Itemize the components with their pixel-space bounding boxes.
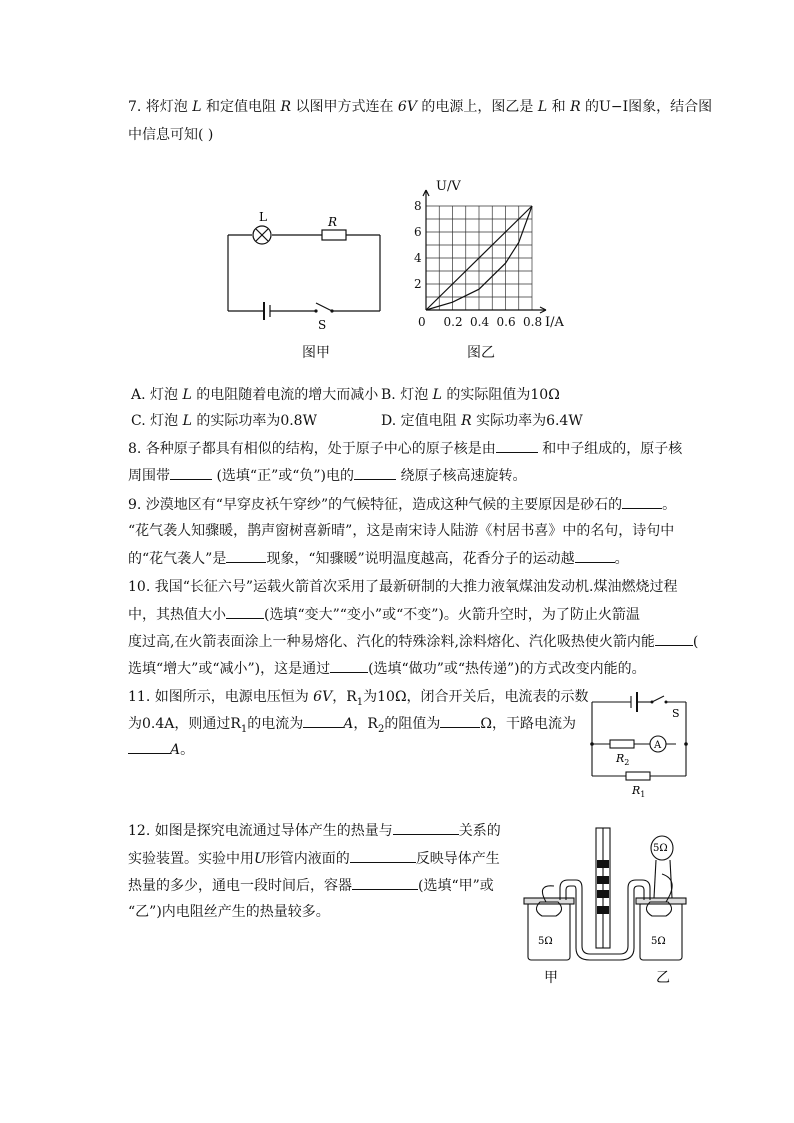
x-axis-label: I/A [545, 315, 564, 330]
y-axis-label: U/V [436, 179, 461, 194]
q9-line3: 的“花气袭人”是 现象，“知骤暖”说明温度越高，花香分子的运动越 。 [128, 551, 629, 567]
x-tick-label: 0.8 [523, 315, 543, 329]
ui-chart [408, 172, 578, 334]
answer-blank[interactable] [226, 605, 264, 619]
answer-blank[interactable] [393, 821, 459, 835]
y-tick-label: 8 [414, 199, 422, 213]
answer-blank[interactable] [655, 632, 693, 646]
q9-line2: “花气袭人知骤暖，鹊声窗树喜新晴”，这是南宋诗人陆游《村居书喜》中的名句，诗句中 [128, 523, 675, 539]
left-resistor-label: 5Ω [538, 936, 553, 947]
x-tick-label: 0 [418, 315, 426, 329]
x-tick-label: 0.6 [496, 315, 516, 329]
q10-line2: 中，其热值大小 (选填“变大”“变小”或“不变”)。火箭升空时，为了防止火箭温 [128, 607, 640, 623]
answer-blank[interactable] [350, 849, 416, 863]
q10-line3: 度过高,在火箭表面涂上一种易熔化、汽化的特殊涂料,涂料熔化、汽化吸热使火箭内能 ( [128, 634, 699, 650]
q11-line2: 为0.4A，则通过$R_1$的电流为 A，$R_2$的阻值为 Ω，干路电流为 [128, 716, 576, 735]
right-resistor-label: 5Ω [651, 936, 666, 947]
q7-option-a: A. 灯泡 L 的电阻随着电流的增大而减小 [131, 387, 379, 403]
answer-blank[interactable] [575, 549, 615, 563]
container-jia-label: 甲 [544, 970, 558, 986]
q7-option-d: D. 定值电阻 R 实际功率为6.4W [381, 413, 583, 429]
q10-line1: 10. 我国“长征六号”运载火箭首次采用了最新研制的大推力液氧煤油发动机.煤油燃烧过程 [128, 579, 678, 595]
fig-b-caption: 图乙 [467, 345, 495, 361]
r2-label: $R_2$ [616, 752, 630, 767]
answer-blank[interactable] [622, 495, 662, 509]
lamp-label: L [259, 210, 267, 224]
answer-blank[interactable] [226, 549, 266, 563]
answer-blank[interactable] [352, 876, 418, 890]
answer-blank[interactable] [330, 659, 368, 673]
q7-option-b: B. 灯泡 L 的实际阻值为10Ω [381, 387, 560, 403]
q7-line2: 中信息可知( ) [128, 127, 214, 143]
q11-line1: 11. 如图所示，电源电压恒为 6V，$R_1$为10Ω，闭合开关后，电流表的示数 [128, 689, 589, 708]
q9-line1: 9. 沙漠地区有“早穿皮袄午穿纱”的气候特征，造成这种气候的主要原因是砂石的 。 [128, 497, 677, 513]
answer-blank[interactable] [440, 714, 480, 728]
q8-line2: 周围带 (选填“正”或“负”)电的 绕原子核高速旋转。 [128, 468, 527, 484]
y-tick-label: 2 [414, 277, 422, 291]
q11-circuit-figure [586, 688, 696, 798]
answer-blank[interactable] [128, 740, 170, 754]
q12-apparatus-figure [520, 820, 710, 992]
q7-line1: 7. 将灯泡 L 和定值电阻 R 以图甲方式连在 6V 的电源上，图乙是 L 和 R 的U−I图象，结合图 [128, 99, 713, 115]
q11-switch-label: S [672, 707, 680, 720]
switch-label: S [318, 318, 327, 332]
y-tick-label: 4 [414, 251, 422, 265]
r1-label: $R_1$ [632, 784, 646, 798]
fig-a-caption: 图甲 [302, 345, 330, 361]
resistor-label: R [328, 215, 338, 229]
q11-line3: A。 [128, 740, 194, 759]
q12-line1: 12. 如图是探究电流通过导体产生的热量与 关系的 [128, 823, 501, 839]
q12-line4: “乙”)内电阻丝产生的热量较多。 [128, 904, 330, 920]
x-tick-label: 0.2 [443, 315, 463, 329]
q8-line1: 8. 各种原子都具有相似的结构，处于原子中心的原子核是由 和中子组成的，原子核 [128, 441, 683, 457]
q12-line2: 实验装置。实验中用U形管内液面的 反映导体产生 [128, 851, 500, 867]
q10-line4: 选填“增大”或“减小”)，这是通过 (选填“做功”或“热传递”)的方式改变内能的。 [128, 661, 646, 677]
answer-blank[interactable] [170, 466, 212, 480]
top-resistor-label: 5Ω [653, 843, 668, 854]
q12-line3: 热量的多少，通电一段时间后，容器 (选填“甲”或 [128, 878, 494, 894]
y-tick-label: 6 [414, 225, 422, 239]
answer-blank[interactable] [496, 439, 538, 453]
answer-blank[interactable] [303, 714, 343, 728]
q7-circuit-figure [220, 205, 390, 335]
answer-blank[interactable] [354, 466, 396, 480]
q7-option-c: C. 灯泡 L 的实际功率为0.8W [131, 413, 317, 429]
x-tick-label: 0.4 [470, 315, 490, 329]
ammeter-label: A [654, 740, 662, 751]
container-yi-label: 乙 [656, 970, 670, 986]
